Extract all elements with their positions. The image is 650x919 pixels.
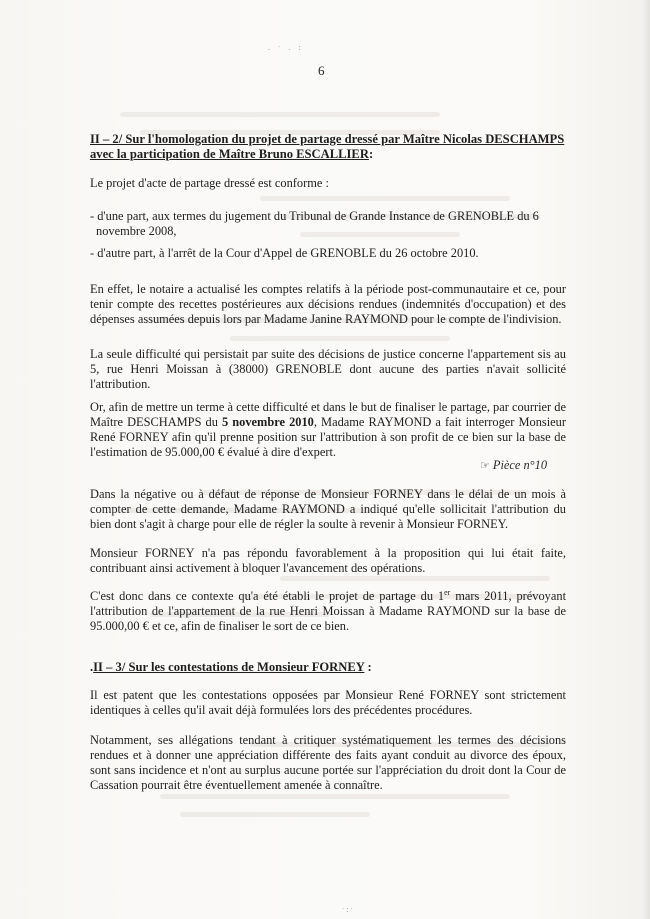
paragraph-letter-part1: Or, afin de mettre un terme à cette difficulté et dans le but de finaliser le partage, par courrier de Maître DESCHAMPS du: [90, 400, 566, 429]
bullet-judgment: [90, 209, 566, 239]
paragraph-letter-part2: , Madame RAYMOND a fait interroger Monsieur René FORNEY afin qu'il prenne position sur l'attribution à son profit de ce bien sur la base de l'estimation de 95.000,00 € évalué à dire d'expert.: [90, 415, 566, 459]
paper-edge-shadow: [642, 0, 650, 919]
letter-date: 5 novembre 2010: [222, 415, 314, 429]
paragraph-negative-response: Dans la négative ou à défaut de réponse de Monsieur FORNEY dans le délai de un mois à compter de cette demande, Madame RAYMOND a indiqué qu'elle sollicitait l'attribution du bien dont s'agit à charge pour elle de régler la soulte à revenir à Monsieur FORNEY.: [90, 487, 566, 531]
section-heading-ii-2: [90, 132, 566, 162]
scan-specks-top: . ˑ . :: [268, 43, 304, 52]
intro-paragraph: Le projet d'acte de partage dressé est conforme :: [90, 176, 329, 190]
bullet-judgment-text: - d'une part, aux termes du jugement du Tribunal de Grande Instance de GRENOBLE du 6: [90, 209, 539, 223]
page-number: 6: [318, 63, 325, 78]
paragraph-accounts: En effet, le notaire a actualisé les comptes relatifs à la période post-communautaire et ce, pour tenir compte des recettes postérieures aux décisions rendues (indemnités d'occupation) et des dépenses assumées depuis lors par Madame Janine RAYMOND pour le compte de l'indivision.: [90, 282, 566, 326]
section-heading-line1: II – 2/ Sur l'homologation du projet de partage dressé par Maître Nicolas DESCHAMPS: [90, 132, 565, 146]
section-heading-ii-3: [90, 660, 566, 675]
section-heading-text: II – 3/ Sur les contestations de Monsieur FORNEY: [93, 660, 365, 674]
section-heading-prefix: .: [90, 660, 94, 674]
section-heading-line2: avec la participation de Maître Bruno ESCALLIER: [90, 147, 369, 161]
section-heading-ii-3-colon: :: [364, 660, 372, 674]
paragraph-apartment: La seule difficulté qui persistait par suite des décisions de justice concerne l'appartement sis au 5, rue Henri Moissan à (38000) GRENOBLE dont aucune des parties n'avait sollicité l'attribution.: [90, 347, 566, 391]
pointing-hand-icon: ☞: [480, 460, 490, 472]
ordinal-superscript: er: [444, 587, 451, 597]
bullet-judgment-continuation: novembre 2008,: [96, 224, 177, 238]
paragraph-no-response: Monsieur FORNEY n'a pas répondu favorablement à la proposition qui lui était faite, contribuant ainsi activement à bloquer l'avancement des opérations.: [90, 546, 566, 575]
paragraph-partition-project: [90, 589, 566, 634]
paragraph-contestations: Il est patent que les contestations opposées par Monsieur René FORNEY sont strictement identiques à celles qu'il avait déjà formulées lors des précédentes procédures.: [90, 688, 566, 717]
section-heading-colon: :: [368, 147, 374, 161]
paragraph-project-part1: C'est donc dans ce contexte qu'a été établi le projet de partage du 1: [90, 589, 445, 603]
paragraph-letter: [90, 400, 566, 460]
bullet-appeal-ruling: - d'autre part, à l'arrêt de la Cour d'Appel de GRENOBLE du 26 octobre 2010.: [90, 246, 479, 260]
exhibit-reference: [480, 458, 547, 474]
scan-specks-bottom: ˑ : ˑ: [342, 905, 353, 914]
paragraph-project-part2: mars 2011, prévoyant l'attribution de l'appartement de la rue Henri Moissan à Madame RAYMOND sur la base de 95.000,00 € et ce, afin de finaliser le sort de ce bien.: [90, 589, 567, 633]
exhibit-reference-label: Pièce n°10: [492, 458, 548, 472]
paragraph-allegations: Notamment, ses allégations tendant à critiquer systématiquement les termes des décisions rendues et à donner une appréciation différente des faits ayant conduit au divorce des époux, sont sans incidence et n'ont au surplus aucune portée sur l'appréciation du droit dont la Cour de Cassation pourrait être éventuellement amenée à connaître.: [90, 733, 566, 792]
